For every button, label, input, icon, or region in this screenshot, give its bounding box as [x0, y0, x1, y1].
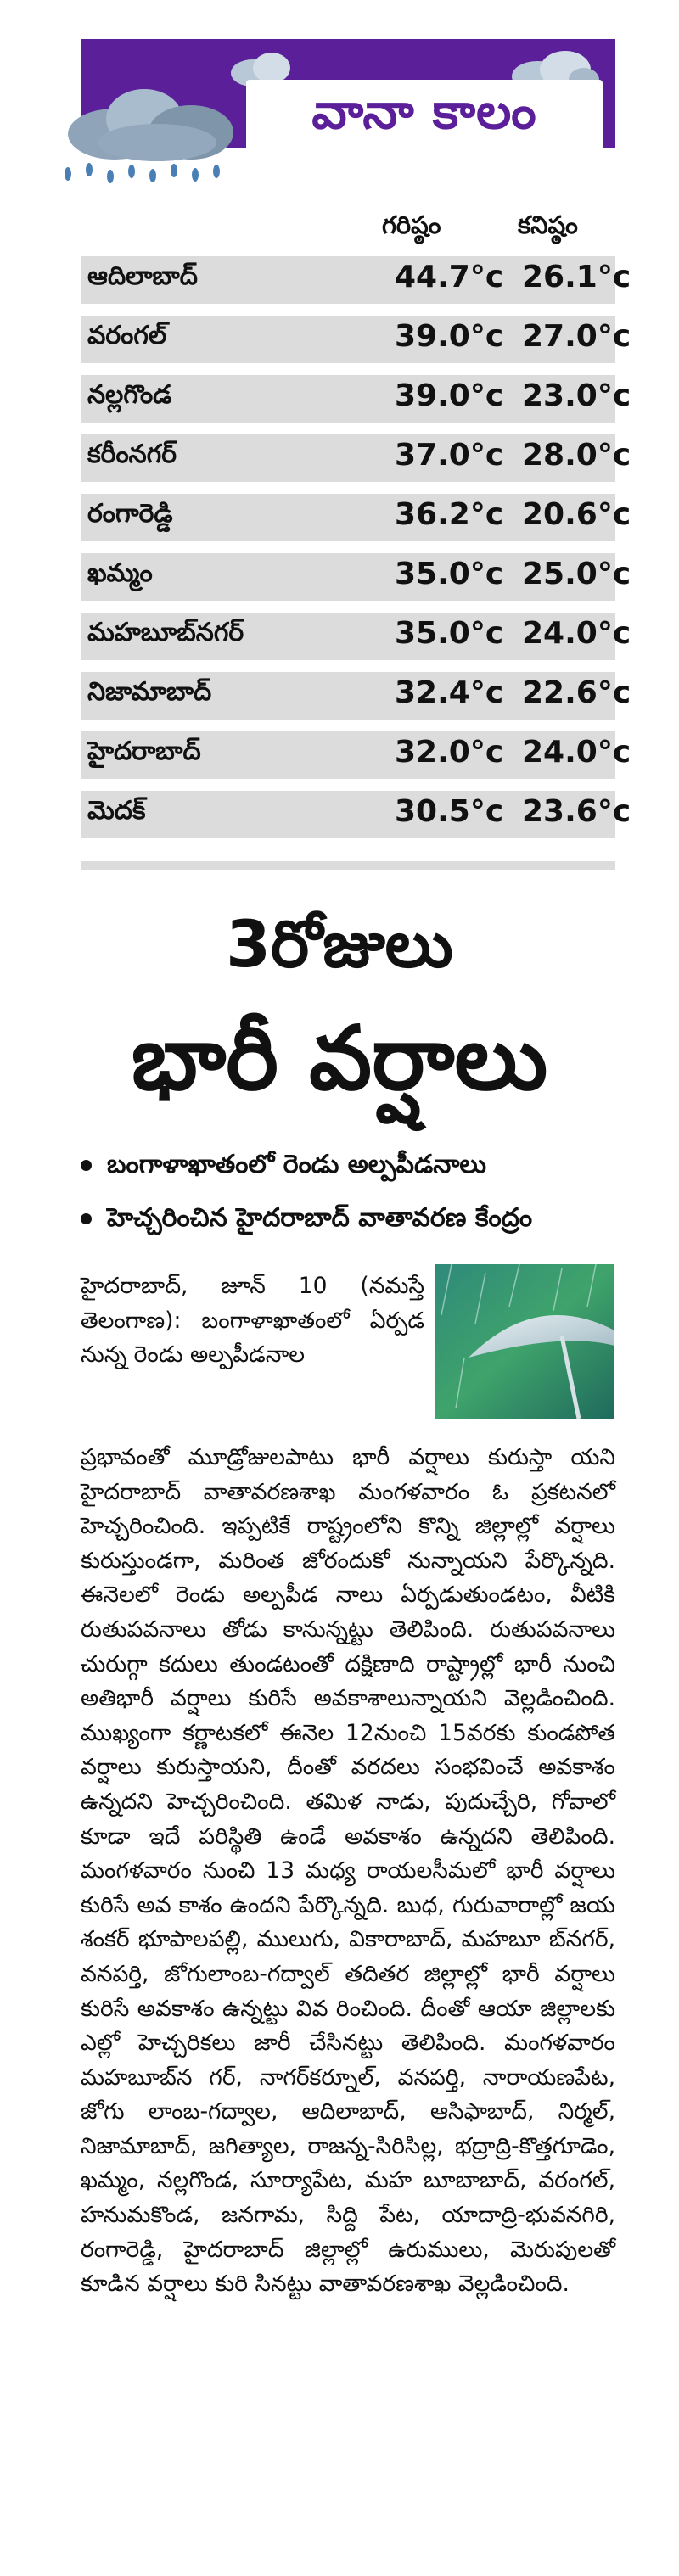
max-temperature: 44.7°c — [395, 260, 504, 294]
city-name: రంగారెడ్డి — [87, 499, 173, 529]
table-row — [81, 375, 631, 423]
min-temperature: 28.0°c — [522, 438, 631, 473]
table-row — [81, 434, 631, 482]
max-temperature: 30.5°c — [395, 794, 504, 829]
bullet-dot-icon — [81, 1160, 92, 1171]
max-temperature: 32.4°c — [395, 675, 504, 710]
table-header — [81, 202, 615, 256]
article-intro: హైదరాబాద్, జూన్ 10 (నమస్తే తెలంగాణ): బంగాళాఖాతంలో ఏర్పడ నున్న రెండు అల్పపీడనాల — [81, 1273, 424, 1369]
min-temperature: 24.0°c — [522, 616, 631, 651]
temperature-table — [81, 202, 631, 829]
table-divider — [81, 861, 615, 870]
max-temperature: 36.2°c — [395, 497, 504, 532]
table-row — [81, 672, 631, 720]
rain-drops-icon — [59, 161, 229, 187]
city-name: ఖమ్మం — [87, 558, 153, 588]
city-name: మెదక్ — [87, 796, 146, 826]
table-row — [81, 613, 631, 660]
max-temperature: 39.0°c — [395, 378, 504, 413]
city-name: నిజామాబాద్ — [87, 677, 212, 707]
city-name: మహబూబ్‌నగర్ — [87, 618, 244, 647]
city-name: నల్లగొండ — [87, 380, 172, 410]
max-temperature: 35.0°c — [395, 616, 504, 651]
city-name: వరంగల్ — [87, 321, 167, 350]
headline-primary: 3రోజులు — [226, 906, 453, 982]
min-temperature: 20.6°c — [522, 497, 631, 532]
table-row — [81, 316, 631, 363]
min-temperature: 24.0°c — [522, 735, 631, 770]
table-row — [81, 553, 631, 601]
table-row — [81, 494, 631, 541]
city-name: హైదరాబాద్ — [87, 736, 201, 766]
section-title: వానా కాలం — [246, 80, 603, 154]
city-name: ఆదిలాబాద్ — [87, 261, 198, 291]
table-row — [81, 731, 631, 779]
summary-bullet: హెచ్చరించిన హైదరాబాద్ వాతావరణ కేంద్రం — [81, 1203, 532, 1239]
min-temperature: 23.6°c — [522, 794, 631, 829]
headline-secondary: భారీ వర్షాలు — [131, 1006, 548, 1110]
min-temperature: 25.0°c — [522, 557, 631, 591]
max-temperature: 37.0°c — [395, 438, 504, 473]
min-temperature: 26.1°c — [522, 260, 631, 294]
max-temperature: 39.0°c — [395, 319, 504, 354]
city-name: కరీంనగర్ — [87, 440, 177, 469]
table-row — [81, 791, 631, 838]
column-header-max: గరిష్ఠం — [382, 210, 441, 239]
bullet-dot-icon — [81, 1213, 92, 1224]
umbrella-rain-photo — [435, 1264, 614, 1419]
min-temperature: 27.0°c — [522, 319, 631, 354]
min-temperature: 22.6°c — [522, 675, 631, 710]
max-temperature: 35.0°c — [395, 557, 504, 591]
min-temperature: 23.0°c — [522, 378, 631, 413]
article-body: ప్రభావంతో మూడ్రోజులపాటు భారీ వర్షాలు కురుస్తా యని హైదరాబాద్ వాతావరణశాఖ మంగళవారం ఓ ప్రకటనలో హెచ్చరించింది. ఇప్పటికే రాష్ట్రంలోని కొన్ని జిల్లాల్లో వర్షాలు కురుస్తుండగా, మరింత జోరందుకో నున్నాయని పేర్కొన్నది. ఈనెలలో రెండు అల్పపీడ నాలు ఏర్పడుతుండటం, వీటికి రుతుపవనాలు తోడు కానున్నట్టు తెలిపింది. రుతుపవనాలు చురుగ్గా కదులు తుండటంతో దక్షిణాది రాష్ట్రాల్లో భారీ నుంచి అతిభారీ వర్షాలు కురిసే అవకాశాలున్నాయని వెల్లడించింది. ముఖ్యంగా కర్ణాటకలో ఈనెల 12నుంచి 15వరకు కుండపోత వర్షాలు కురుస్తాయని, దీంతో వరదలు సంభవించే అవకాశం ఉన్నదని హెచ్చరించింది. తమిళ నాడు, పుదుచ్చేరి, గోవాలో కూడా ఇదే పరిస్థితి ఉండే అవకాశం ఉన్నదని తెలిపింది. మంగళవారం నుంచి 13 మధ్య రాయలసీమలో భారీ వర్షాలు కురిసే అవ కాశం ఉందని పేర్కొన్నది. బుధ, గురువారాల్లో జయ శంకర్ భూపాలపల్లి, ములుగు, వికారాబాద్, మహబూ బ్‌నగర్, వనపర్తి, జోగులాంబ-గద్వాల్ తదితర జిల్లాల్లో భారీ వర్షాలు కురిసే అవకాశం ఉన్నట్టు వివ రించింది. దీంతో ఆయా జిల్లాలకు ఎల్లో హెచ్చరికలు జారీ చేసినట్టు తెలిపింది. మంగళవారం మహబూబ్‌న గర్, నాగర్‌కర్నూల్, వనపర్తి, నారాయణపేట, జోగు లాంబ-గద్వాల, ఆదిలాబాద్, ఆసిఫాబాద్, నిర్మల్, నిజామాబాద్, జగిత్యాల, రాజన్న-సిరిసిల్ల, భద్రాద్రి-కొత్తగూడెం, ఖమ్మం, నల్లగొండ, సూర్యాపేట, మహ బూబాబాద్, వరంగల్, హనుమకొండ, జనగామ, సిద్ది పేట, యాదాద్రి-భువనగిరి, రంగారెడ్డి, హైదరాబాద్ జిల్లాల్లో ఉరుములు, మెరుపులతో కూడిన వర్షాలు కురి సినట్టు వాతావరణశాఖ వెల్లడించింది. — [81, 1444, 615, 2298]
max-temperature: 32.0°c — [395, 735, 504, 770]
summary-bullet: బంగాళాఖాతంలో రెండు అల్పపీడనాలు — [81, 1150, 486, 1185]
rain-cloud-icon — [64, 83, 242, 164]
column-header-min: కనిష్ఠం — [518, 210, 578, 239]
table-row — [81, 256, 631, 304]
